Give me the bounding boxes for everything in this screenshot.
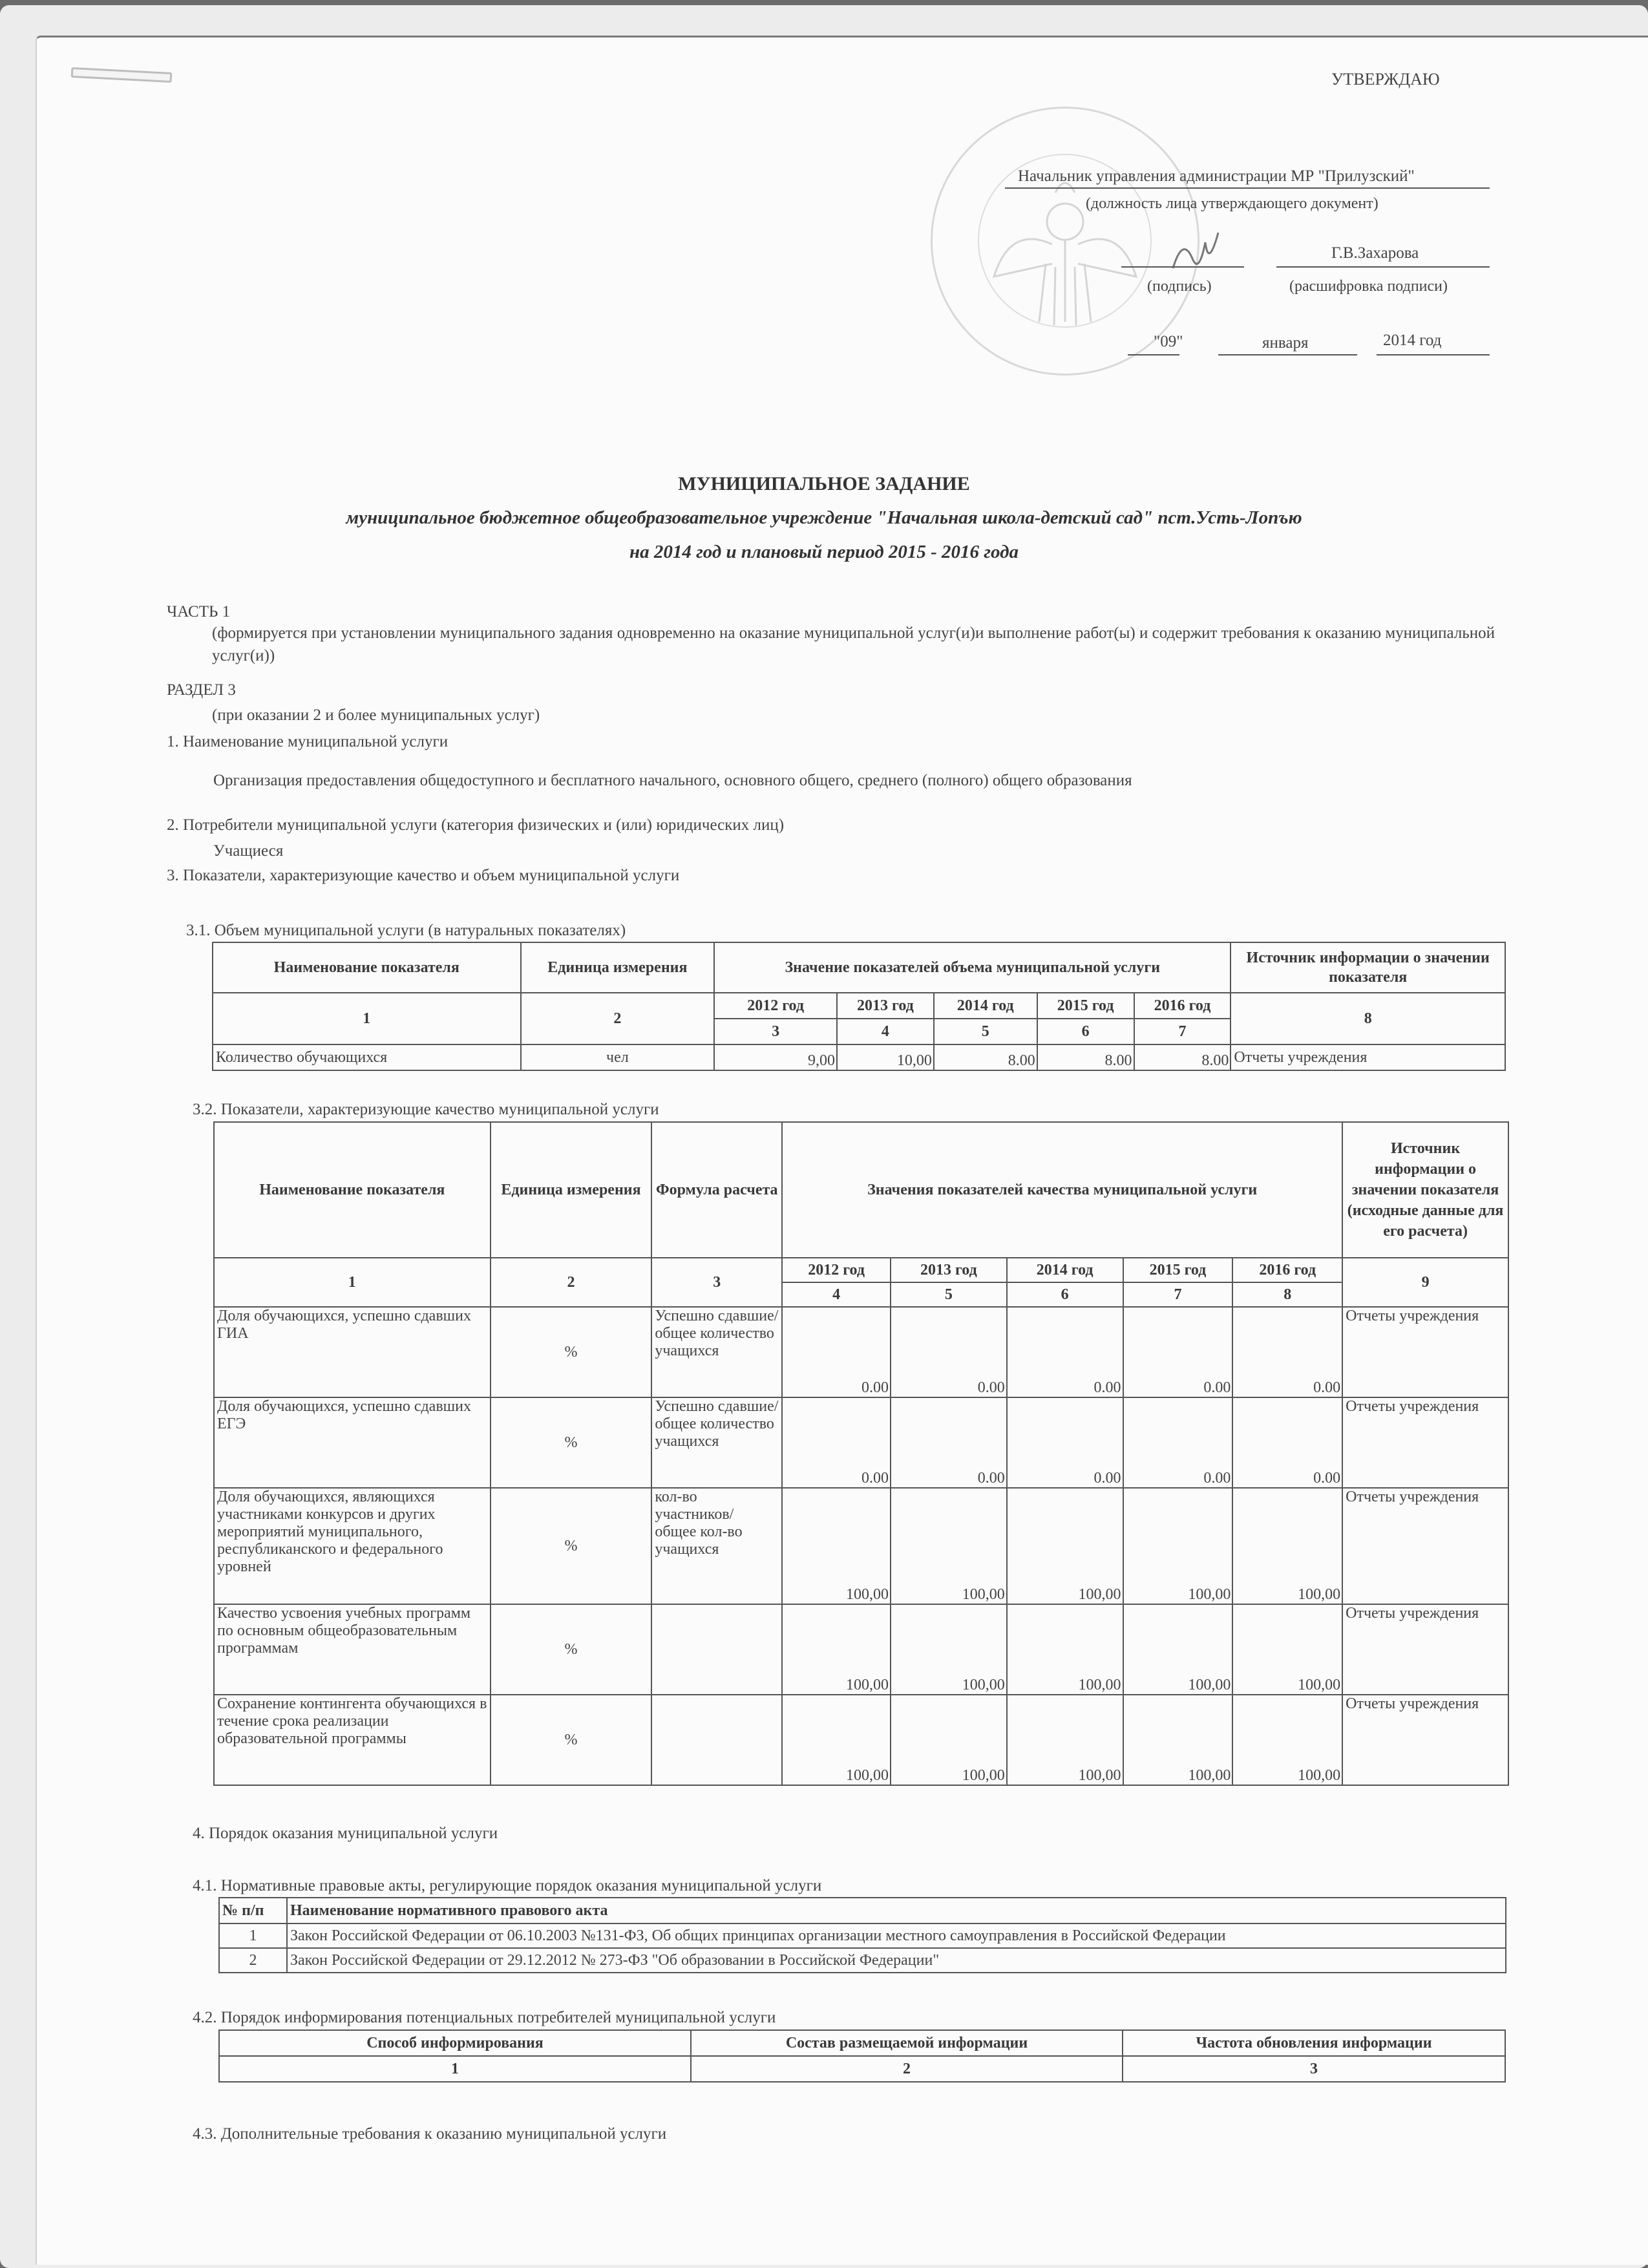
q-col-num: 6 — [1007, 1282, 1123, 1307]
q-row-name: Доля обучающихся, успешно сдавших ЕГЭ — [214, 1397, 491, 1488]
info-col-num: 2 — [691, 2056, 1123, 2082]
month-line — [1218, 354, 1357, 355]
q-row-value: 0.00 — [891, 1307, 1007, 1397]
q-row-value: 100,00 — [1232, 1604, 1342, 1695]
vol-row-source: Отчеты учреждения — [1231, 1044, 1505, 1070]
vol-year: 2012 год — [714, 993, 837, 1019]
q-row-value: 0.00 — [782, 1307, 891, 1397]
year-line — [1377, 354, 1490, 355]
q-year: 2013 год — [891, 1258, 1007, 1282]
q-row-value: 100,00 — [782, 1488, 891, 1604]
approver-name: Г.В.Захарова — [1331, 244, 1419, 262]
signature-line — [1121, 266, 1244, 268]
vol-h-name: Наименование показателя — [213, 942, 521, 993]
vol-col-1: 1 — [213, 993, 521, 1044]
item-4-2-label: 4.2. Порядок информирования потенциальных потребителей муниципальной услуги — [193, 2009, 776, 2026]
vol-col-2: 2 — [521, 993, 715, 1044]
q-row-formula: кол-во участников/ общее кол-во учащихся — [651, 1488, 782, 1604]
q-row-unit: % — [491, 1488, 652, 1604]
approve-heading: УТВЕРЖДАЮ — [1331, 70, 1440, 89]
item-3-label: 3. Показатели, характеризующие качество и объем муниципальной услуги — [167, 867, 680, 884]
q-row-value: 100,00 — [782, 1604, 891, 1695]
vol-row-value: 10,00 — [837, 1044, 934, 1070]
q-h-name: Наименование показателя — [214, 1122, 491, 1258]
q-row-name: Доля обучающихся, являющихся участниками конкурсов и других мероприятий муниципального, республиканского и федерального уровней — [214, 1488, 491, 1604]
q-row-value: 100,00 — [1123, 1488, 1233, 1604]
q-row-source: Отчеты учреждения — [1342, 1307, 1508, 1397]
q-col-num: 7 — [1123, 1282, 1233, 1307]
q-row-unit: % — [491, 1604, 652, 1695]
q-year: 2012 год — [782, 1258, 891, 1282]
part-label: ЧАСТЬ 1 — [167, 603, 231, 620]
q-row-value: 100,00 — [1123, 1695, 1233, 1785]
approval-year: 2014 год — [1383, 332, 1442, 349]
section-label: РАЗДЕЛ 3 — [167, 681, 236, 699]
vol-h-unit: Единица измерения — [521, 942, 715, 993]
q-row-value: 0.00 — [782, 1397, 891, 1488]
plan-period: на 2014 год и плановый период 2015 - 2016 года — [629, 542, 1019, 562]
table-row — [214, 1695, 1508, 1785]
name-caption: (расшифровка подписи) — [1289, 278, 1448, 295]
q-row-value: 100,00 — [1123, 1604, 1233, 1695]
info-col-num: 3 — [1123, 2056, 1505, 2082]
q-year: 2014 год — [1007, 1258, 1123, 1282]
q-col-num: 8 — [1232, 1282, 1342, 1307]
q-row-value: 0.00 — [891, 1397, 1007, 1488]
table-row — [214, 1488, 1508, 1604]
q-row-source: Отчеты учреждения — [1342, 1488, 1508, 1604]
q-row-source: Отчеты учреждения — [1342, 1397, 1508, 1488]
q-row-value: 0.00 — [1123, 1307, 1233, 1397]
q-row-value: 0.00 — [1232, 1397, 1342, 1488]
q-col-num: 4 — [782, 1282, 891, 1307]
part-note: (формируется при установлении муниципального задания одновременно на оказание муниципальной услуг(и)и выполнение работ(ы) и содержит требования к оказанию муниципальной услуг(и)) — [212, 624, 1495, 664]
quality-table — [213, 1121, 1509, 1786]
vol-col-num: 6 — [1037, 1019, 1134, 1044]
q-row-formula — [651, 1695, 782, 1785]
q-row-name: Качество усвоения учебных программ по основным общеобразовательным программам — [214, 1604, 491, 1695]
table-row — [219, 1924, 1506, 1948]
vol-col-num: 7 — [1134, 1019, 1231, 1044]
act-name: Закон Российской Федерации от 29.12.2012 № 273-ФЗ "Об образовании в Российской Федерации" — [287, 1948, 1506, 1973]
q-row-formula: Успешно сдавшие/общее количество учащихся — [651, 1307, 782, 1397]
item-2-value: Учащиеся — [213, 842, 284, 860]
vol-col-num: 4 — [837, 1019, 934, 1044]
signature-mark — [1170, 229, 1221, 281]
day-line — [1128, 354, 1179, 355]
q-row-value: 100,00 — [891, 1488, 1007, 1604]
act-num: 1 — [219, 1924, 287, 1948]
q-row-source: Отчеты учреждения — [1342, 1695, 1508, 1785]
info-h-content: Состав размещаемой информации — [691, 2030, 1123, 2056]
info-col-num: 1 — [219, 2056, 691, 2082]
q-row-formula — [651, 1604, 782, 1695]
volume-table — [212, 942, 1506, 1071]
q-row-value: 0.00 — [1232, 1307, 1342, 1397]
vol-year: 2013 год — [837, 993, 934, 1019]
q-row-value: 0.00 — [1123, 1397, 1233, 1488]
vol-col-num: 5 — [934, 1019, 1037, 1044]
item-1-value: Организация предоставления общедоступного и бесплатного начального, основного общего, среднего (полного) общего образования — [213, 772, 1132, 789]
vol-h-values: Значение показателей объема муниципальной услуги — [714, 942, 1231, 993]
item-4-3-label: 4.3. Дополнительные требования к оказанию муниципальной услуги — [193, 2125, 667, 2143]
vol-col-num: 3 — [714, 1019, 837, 1044]
approval-day: "09" — [1154, 333, 1183, 350]
q-row-value: 100,00 — [891, 1695, 1007, 1785]
q-row-value: 100,00 — [1232, 1488, 1342, 1604]
q-row-unit: % — [491, 1397, 652, 1488]
q-col-2: 2 — [491, 1258, 652, 1307]
document-title: МУНИЦИПАЛЬНОЕ ЗАДАНИЕ — [678, 473, 970, 494]
acts-h-num: № п/п — [219, 1898, 287, 1924]
q-col-9: 9 — [1342, 1258, 1508, 1307]
vol-year: 2015 год — [1037, 993, 1134, 1019]
acts-h-name: Наименование нормативного правового акта — [287, 1898, 1506, 1924]
item-3-1-label: 3.1. Объем муниципальной услуги (в натуральных показателях) — [186, 922, 626, 939]
vol-row-value: 8.00 — [1037, 1044, 1134, 1070]
approver-position: Начальник управления администрации МР "Прилузский" — [1018, 167, 1415, 185]
table-row — [214, 1307, 1508, 1397]
q-col-3: 3 — [651, 1258, 782, 1307]
table-row — [214, 1397, 1508, 1488]
name-line — [1276, 266, 1490, 268]
vol-row-value: 8.00 — [934, 1044, 1037, 1070]
q-h-formula: Формула расчета — [651, 1122, 782, 1258]
table-row — [213, 1044, 1505, 1070]
position-caption: (должность лица утверждающего документ) — [1086, 195, 1379, 212]
q-h-source: Источник информации о значении показателя (исходные данные для его расчета) — [1342, 1122, 1508, 1258]
q-row-value: 100,00 — [782, 1695, 891, 1785]
item-1-label: 1. Наименование муниципальной услуги — [167, 733, 449, 750]
table-row — [219, 1948, 1506, 1973]
vol-col-8: 8 — [1231, 993, 1505, 1044]
signature-caption: (подпись) — [1147, 278, 1212, 295]
table-row — [214, 1604, 1508, 1695]
q-year: 2015 год — [1123, 1258, 1233, 1282]
q-row-unit: % — [491, 1307, 652, 1397]
q-row-name: Доля обучающихся, успешно сдавших ГИА — [214, 1307, 491, 1397]
vol-row-name: Количество обучающихся — [213, 1044, 521, 1070]
q-row-formula: Успешно сдавшие/общее количество учащихся — [651, 1397, 782, 1488]
q-row-value: 0.00 — [1007, 1397, 1123, 1488]
item-3-2-label: 3.2. Показатели, характеризующие качество муниципальной услуги — [193, 1101, 659, 1118]
vol-year: 2016 год — [1134, 993, 1231, 1019]
q-row-value: 100,00 — [891, 1604, 1007, 1695]
approval-month: января — [1262, 334, 1309, 352]
q-row-name: Сохранение контингента обучающихся в течение срока реализации образовательной программы — [214, 1695, 491, 1785]
q-row-value: 100,00 — [1232, 1695, 1342, 1785]
item-4-label: 4. Порядок оказания муниципальной услуги — [193, 1825, 498, 1842]
q-h-unit: Единица измерения — [491, 1122, 652, 1258]
q-row-unit: % — [491, 1695, 652, 1785]
vol-row-value: 9,00 — [714, 1044, 837, 1070]
q-row-value: 100,00 — [1007, 1695, 1123, 1785]
q-col-num: 5 — [891, 1282, 1007, 1307]
q-h-values: Значения показателей качества муниципальной услуги — [782, 1122, 1342, 1258]
q-row-value: 0.00 — [1007, 1307, 1123, 1397]
info-h-method: Способ информирования — [219, 2030, 691, 2056]
item-4-1-label: 4.1. Нормативные правовые акты, регулирующие порядок оказания муниципальной услуги — [193, 1877, 822, 1894]
q-year: 2016 год — [1232, 1258, 1342, 1282]
q-row-value: 100,00 — [1007, 1488, 1123, 1604]
q-col-1: 1 — [214, 1258, 491, 1307]
vol-year: 2014 год — [934, 993, 1037, 1019]
item-2-label: 2. Потребители муниципальной услуги (категория физических и (или) юридических лиц) — [167, 816, 785, 834]
info-table — [218, 2030, 1506, 2083]
vol-h-source: Источник информации о значении показателя — [1231, 942, 1505, 993]
section-note: (при оказании 2 и более муниципальных услуг) — [212, 706, 540, 724]
act-name: Закон Российской Федерации от 06.10.2003 №131-ФЗ, Об общих принципах организации местного самоуправления в Российской Федерации — [287, 1924, 1506, 1948]
vol-row-unit: чел — [521, 1044, 715, 1070]
position-line — [1005, 187, 1490, 189]
act-num: 2 — [219, 1948, 287, 1973]
institution-name: муниципальное бюджетное общеобразовательное учреждение "Начальная школа-детский сад" пст.Усть-Лопъю — [346, 507, 1302, 528]
acts-table — [218, 1897, 1506, 1973]
q-row-value: 100,00 — [1007, 1604, 1123, 1695]
vol-row-value: 8.00 — [1134, 1044, 1231, 1070]
info-h-frequency: Частота обновления информации — [1123, 2030, 1505, 2056]
q-row-source: Отчеты учреждения — [1342, 1604, 1508, 1695]
